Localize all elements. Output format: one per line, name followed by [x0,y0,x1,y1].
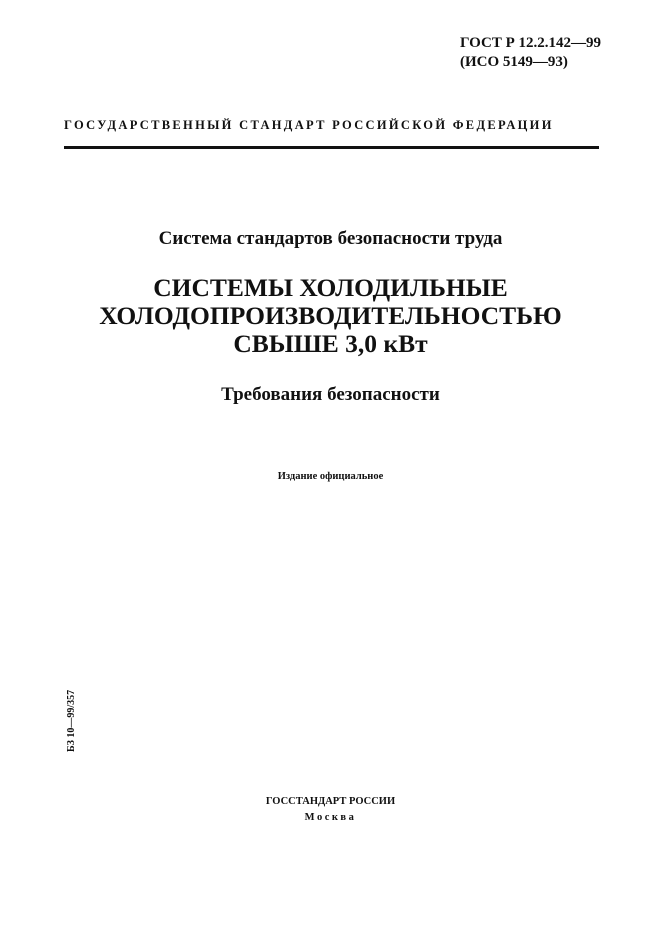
subtitle: Требования безопасности [221,384,440,405]
edition-note: Издание официальное [277,471,384,482]
document-code-block [460,34,601,72]
main-title-line: ХОЛОДОПРОИЗВОДИТЕЛЬНОСТЬЮ [99,301,562,330]
iso-reference: (ИСО 5149—93) [459,54,568,70]
main-title-line: СВЫШЕ 3,0 кВт [233,329,428,358]
federation-header: ГОСУДАРСТВЕННЫЙ СТАНДАРТ РОССИЙСКОЙ ФЕДЕРАЦИИ [64,118,554,132]
publisher-block [0,794,661,826]
standards-series-title: Система стандартов безопасности труда [158,228,503,249]
publisher-city: Москва [304,812,357,823]
header-divider [64,146,599,149]
main-title-line: СИСТЕМЫ ХОЛОДИЛЬНЫЕ [153,273,508,302]
document-number: ГОСТ Р 12.2.142—99 [459,35,601,51]
publisher-name: ГОССТАНДАРТ РОССИИ [265,796,396,807]
main-title [0,274,661,358]
side-catalog-mark: БЗ 10—99/357 [66,689,77,752]
